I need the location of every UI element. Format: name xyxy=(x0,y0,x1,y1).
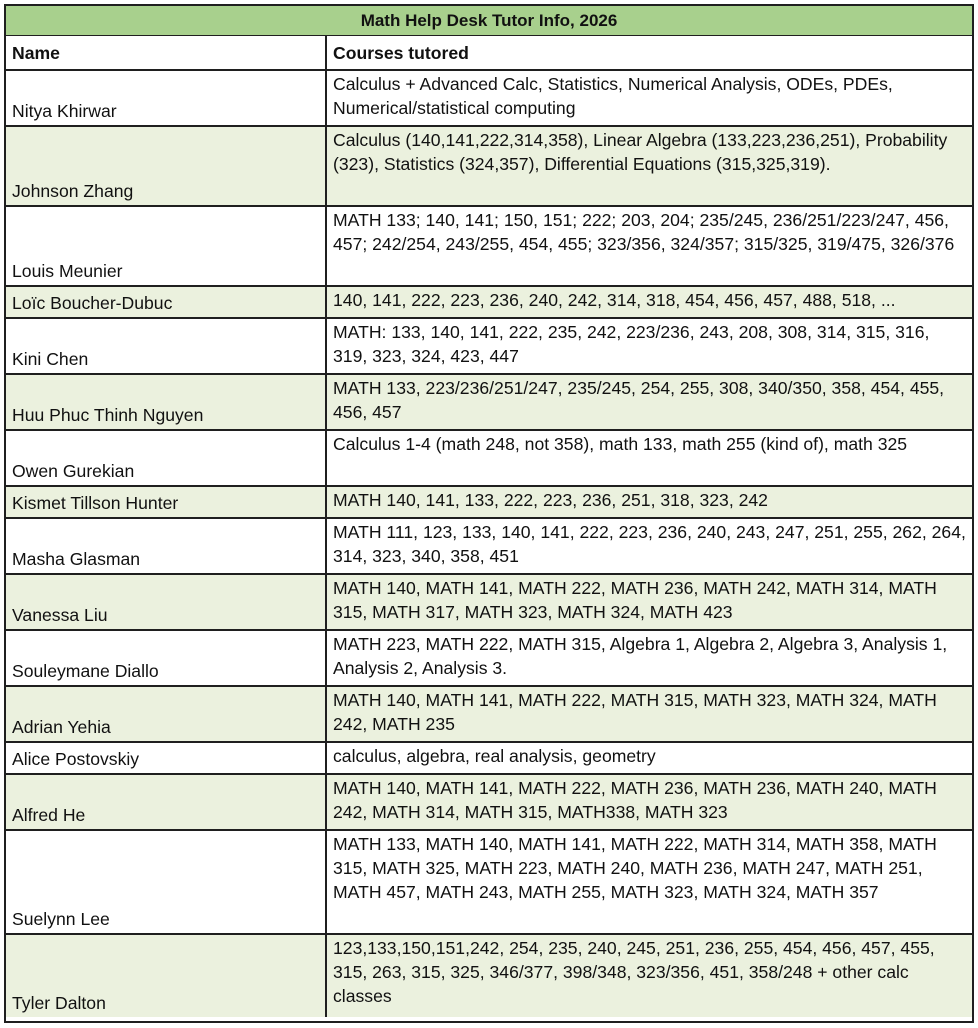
courses-cell: Calculus 1-4 (math 248, not 358), math 133, math 255 (kind of), math 325 xyxy=(326,430,972,486)
courses-cell: MATH 133, MATH 140, MATH 141, MATH 222, MATH 314, MATH 358, MATH 315, MATH 325, MATH 223, MATH 240, MATH 236, MATH 247, MATH 251, MATH 457, MATH 243, MATH 255, MATH 323, MATH 324, MATH 357 xyxy=(326,830,972,934)
tutor-row xyxy=(6,374,972,430)
tutor-row xyxy=(6,206,972,286)
courses-cell: MATH 133; 140, 141; 150, 151; 222; 203, 204; 235/245, 236/251/223/247, 456, 457; 242/254, 243/255, 454, 455; 323/356, 324/357; 315/325, 319/475, 326/376 xyxy=(326,206,972,286)
tutor-info-sheet xyxy=(4,4,974,1023)
tutor-name-cell: Loïc Boucher-Dubuc xyxy=(6,286,326,318)
name-column-header: Name xyxy=(6,36,326,70)
tutor-name-cell: Kini Chen xyxy=(6,318,326,374)
courses-cell: MATH 140, MATH 141, MATH 222, MATH 236, MATH 236, MATH 240, MATH 242, MATH 314, MATH 315, MATH338, MATH 323 xyxy=(326,774,972,830)
tutor-row xyxy=(6,830,972,934)
tutor-name-cell: Adrian Yehia xyxy=(6,686,326,742)
tutor-row xyxy=(6,742,972,774)
courses-cell: MATH: 133, 140, 141, 222, 235, 242, 223/236, 243, 208, 308, 314, 315, 316, 319, 323, 324, 423, 447 xyxy=(326,318,972,374)
courses-cell: MATH 223, MATH 222, MATH 315, Algebra 1, Algebra 2, Algebra 3, Analysis 1, Analysis 2, Analysis 3. xyxy=(326,630,972,686)
courses-cell: 123,133,150,151,242, 254, 235, 240, 245, 251, 236, 255, 454, 456, 457, 455, 315, 263, 315, 325, 346/377, 398/348, 323/356, 451, 358/248 + other calc classes xyxy=(326,934,972,1017)
courses-cell: MATH 111, 123, 133, 140, 141, 222, 223, 236, 240, 243, 247, 251, 255, 262, 264, 314, 323, 340, 358, 451 xyxy=(326,518,972,574)
tutor-row xyxy=(6,574,972,630)
tutor-row xyxy=(6,70,972,126)
tutor-name-cell: Johnson Zhang xyxy=(6,126,326,206)
courses-cell: 140, 141, 222, 223, 236, 240, 242, 314, 318, 454, 456, 457, 488, 518, ... xyxy=(326,286,972,318)
courses-cell: MATH 140, 141, 133, 222, 223, 236, 251, 318, 323, 242 xyxy=(326,486,972,518)
tutor-name-cell: Suelynn Lee xyxy=(6,830,326,934)
tutor-name-cell: Masha Glasman xyxy=(6,518,326,574)
tutor-row xyxy=(6,430,972,486)
sheet-title: Math Help Desk Tutor Info, 2026 xyxy=(6,6,972,36)
tutor-row xyxy=(6,126,972,206)
tutor-name-cell: Souleymane Diallo xyxy=(6,630,326,686)
tutor-row xyxy=(6,686,972,742)
tutor-name-cell: Vanessa Liu xyxy=(6,574,326,630)
tutor-row xyxy=(6,318,972,374)
tutor-table xyxy=(6,36,972,1017)
header-row xyxy=(6,36,972,70)
tutor-name-cell: Owen Gurekian xyxy=(6,430,326,486)
tutor-name-cell: Louis Meunier xyxy=(6,206,326,286)
courses-cell: MATH 140, MATH 141, MATH 222, MATH 236, MATH 242, MATH 314, MATH 315, MATH 317, MATH 323, MATH 324, MATH 423 xyxy=(326,574,972,630)
courses-cell: calculus, algebra, real analysis, geometry xyxy=(326,742,972,774)
tutor-row xyxy=(6,286,972,318)
courses-cell: MATH 140, MATH 141, MATH 222, MATH 315, MATH 323, MATH 324, MATH 242, MATH 235 xyxy=(326,686,972,742)
tutor-row xyxy=(6,934,972,1017)
tutor-name-cell: Huu Phuc Thinh Nguyen xyxy=(6,374,326,430)
courses-cell: Calculus + Advanced Calc, Statistics, Numerical Analysis, ODEs, PDEs, Numerical/statistical computing xyxy=(326,70,972,126)
courses-column-header: Courses tutored xyxy=(326,36,972,70)
courses-cell: MATH 133, 223/236/251/247, 235/245, 254, 255, 308, 340/350, 358, 454, 455, 456, 457 xyxy=(326,374,972,430)
tutor-name-cell: Tyler Dalton xyxy=(6,934,326,1017)
tutor-row xyxy=(6,630,972,686)
tutor-row xyxy=(6,486,972,518)
tutor-row xyxy=(6,518,972,574)
courses-cell: Calculus (140,141,222,314,358), Linear Algebra (133,223,236,251), Probability (323), Statistics (324,357), Differential Equations (315,325,319). xyxy=(326,126,972,206)
tutor-row xyxy=(6,774,972,830)
tutor-name-cell: Alice Postovskiy xyxy=(6,742,326,774)
tutor-name-cell: Nitya Khirwar xyxy=(6,70,326,126)
tutor-name-cell: Kismet Tillson Hunter xyxy=(6,486,326,518)
tutor-name-cell: Alfred He xyxy=(6,774,326,830)
